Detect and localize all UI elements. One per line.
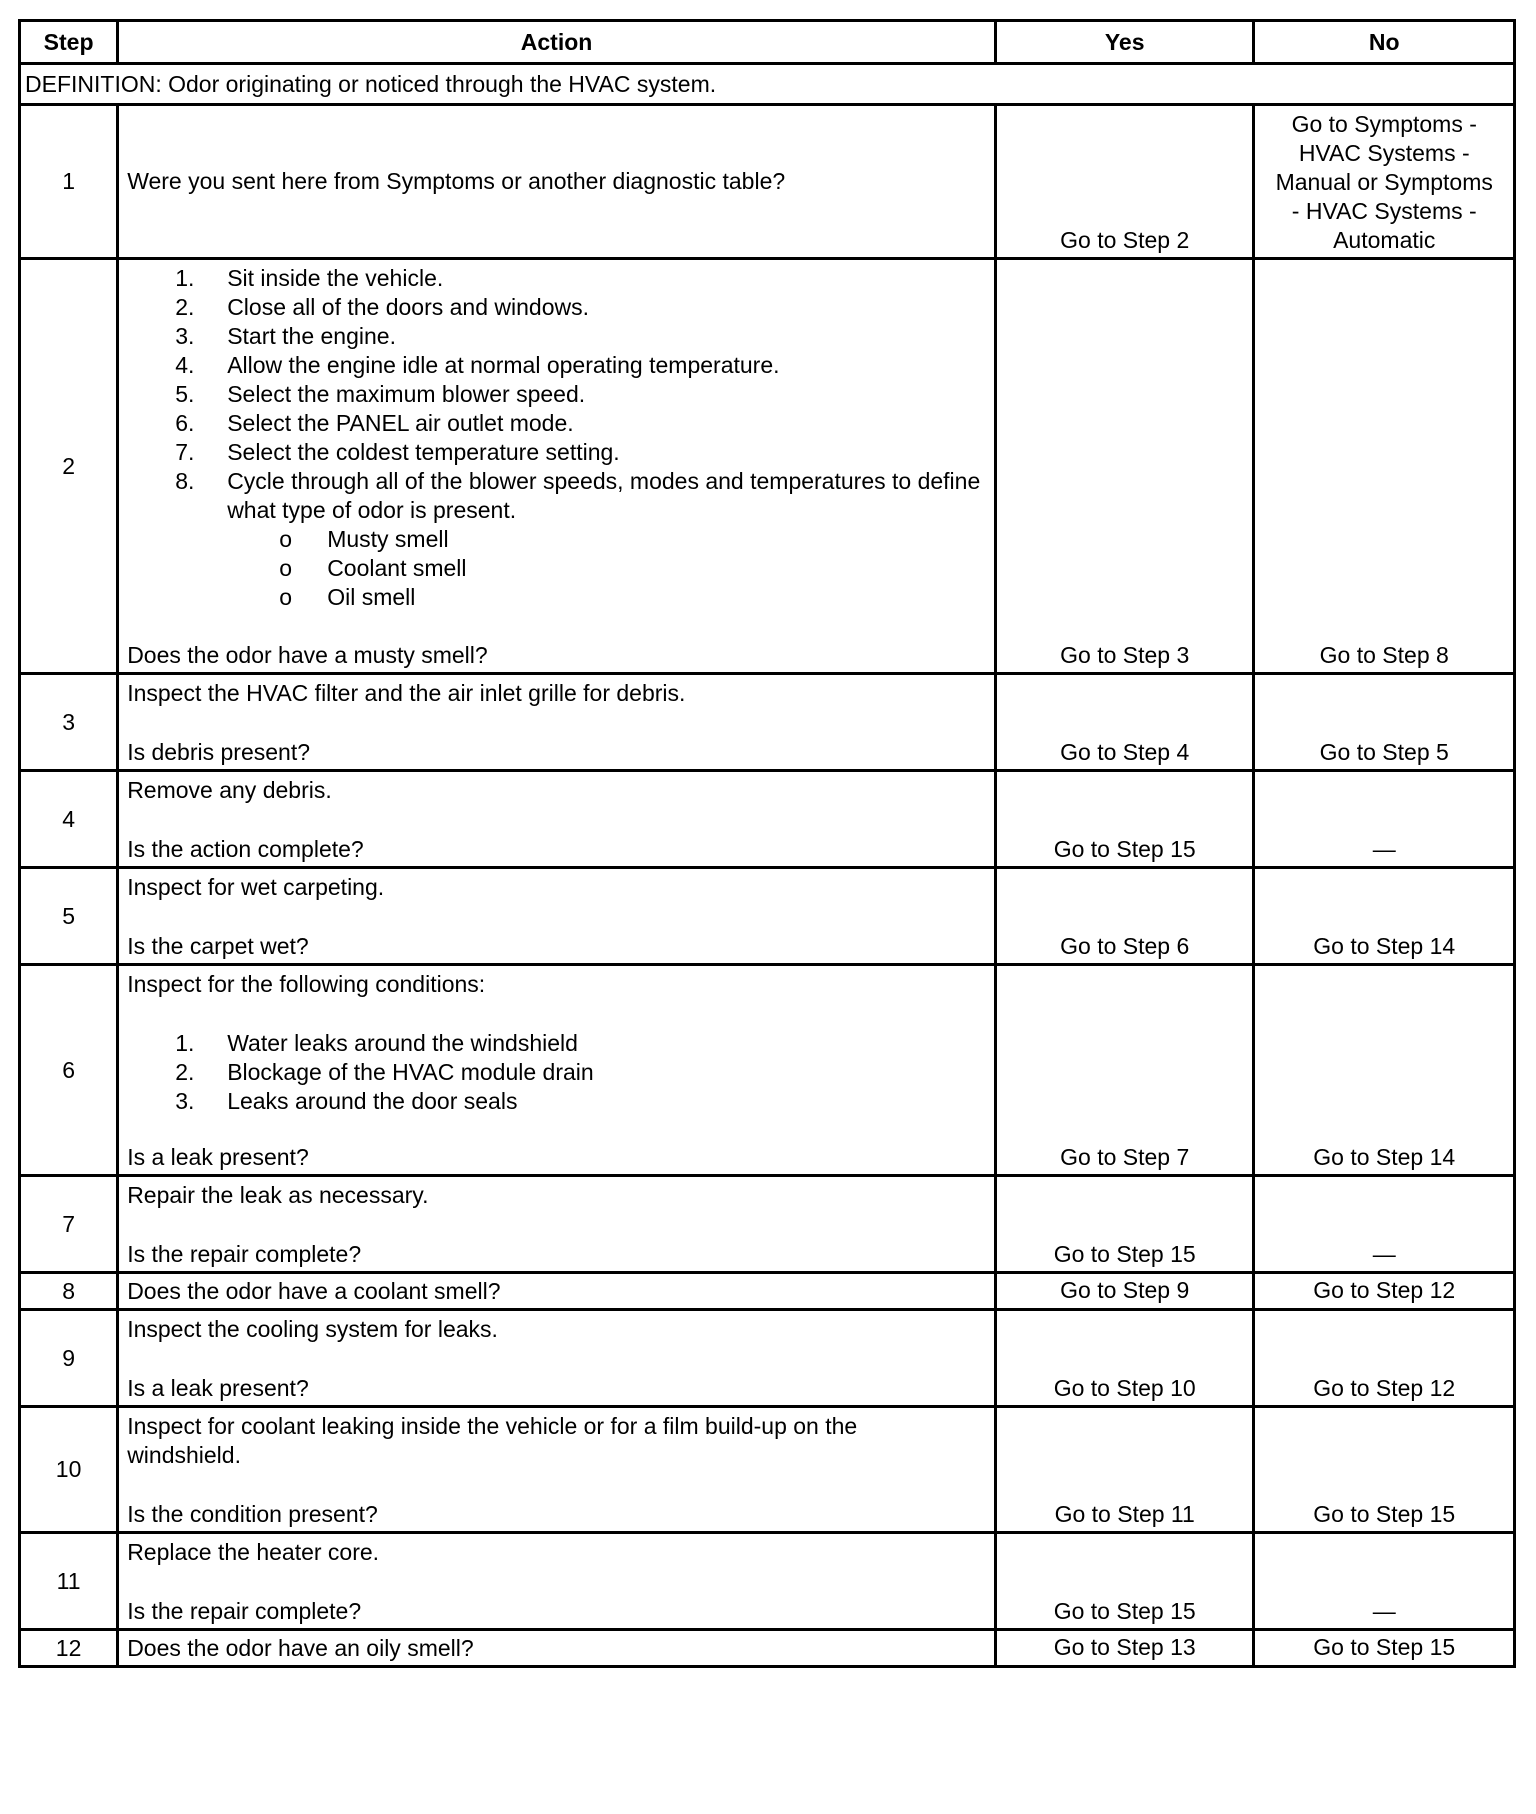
yes-cell: Go to Step 7 bbox=[995, 965, 1254, 1176]
list-item: 3. Start the engine. bbox=[175, 323, 396, 349]
condition-list bbox=[127, 1025, 986, 1116]
list-item: 7. Select the coldest temperature setting. bbox=[175, 439, 620, 465]
table-row bbox=[20, 1310, 1515, 1407]
action-question: Is the repair complete? bbox=[127, 1598, 362, 1624]
table-row bbox=[20, 1176, 1515, 1273]
action-text: Inspect the cooling system for leaks. bbox=[127, 1316, 498, 1342]
yes-cell: Go to Step 15 bbox=[995, 1176, 1254, 1273]
action-cell bbox=[118, 1533, 996, 1630]
list-item: 1. Sit inside the vehicle. bbox=[175, 265, 444, 291]
action-question: Does the odor have a coolant smell? bbox=[127, 1277, 501, 1304]
no-line: Manual or Symptoms bbox=[1275, 169, 1493, 195]
procedure-list bbox=[127, 260, 986, 525]
yes-cell: Go to Step 9 bbox=[995, 1273, 1254, 1310]
step-number: 10 bbox=[20, 1407, 118, 1533]
action-text: Inspect the HVAC filter and the air inlet grille for debris. bbox=[127, 680, 686, 706]
no-cell: Go to Step 12 bbox=[1254, 1273, 1515, 1310]
yes-cell: Go to Step 2 bbox=[995, 105, 1254, 259]
diagnostic-table bbox=[18, 19, 1516, 1668]
action-question: Does the odor have an oily smell? bbox=[127, 1634, 474, 1661]
table-row bbox=[20, 1630, 1515, 1667]
table-row bbox=[20, 259, 1515, 674]
no-cell: — bbox=[1254, 1176, 1515, 1273]
list-item: o Musty smell bbox=[279, 526, 449, 552]
action-cell bbox=[118, 1630, 996, 1667]
header-row bbox=[20, 21, 1515, 64]
header-step: Step bbox=[20, 21, 118, 64]
action-question: Is debris present? bbox=[127, 739, 311, 765]
action-question: Is the action complete? bbox=[127, 836, 364, 862]
action-question: Does the odor have a musty smell? bbox=[127, 642, 488, 668]
step-number: 7 bbox=[20, 1176, 118, 1273]
no-cell bbox=[1254, 105, 1515, 259]
action-question: Is the repair complete? bbox=[127, 1241, 362, 1267]
step-number: 12 bbox=[20, 1630, 118, 1667]
yes-cell: Go to Step 11 bbox=[995, 1407, 1254, 1533]
step-number: 8 bbox=[20, 1273, 118, 1310]
list-item: 2. Blockage of the HVAC module drain bbox=[175, 1059, 594, 1085]
step-number: 1 bbox=[20, 105, 118, 259]
table-row bbox=[20, 1407, 1515, 1533]
action-text: Remove any debris. bbox=[127, 777, 332, 803]
yes-cell: Go to Step 6 bbox=[995, 868, 1254, 965]
list-item: o Oil smell bbox=[279, 584, 416, 610]
action-cell bbox=[118, 105, 996, 259]
yes-cell: Go to Step 13 bbox=[995, 1630, 1254, 1667]
no-line: HVAC Systems - bbox=[1298, 140, 1470, 166]
action-question: Is the carpet wet? bbox=[127, 933, 309, 959]
no-cell: Go to Step 14 bbox=[1254, 868, 1515, 965]
action-cell bbox=[118, 259, 996, 674]
step-number: 2 bbox=[20, 259, 118, 674]
no-cell: Go to Step 5 bbox=[1254, 674, 1515, 771]
action-text: Replace the heater core. bbox=[127, 1539, 380, 1565]
table-row bbox=[20, 965, 1515, 1176]
list-item: 4. Allow the engine idle at normal operating temperature. bbox=[175, 352, 780, 378]
step-number: 4 bbox=[20, 771, 118, 868]
header-yes: Yes bbox=[995, 21, 1254, 64]
table-row bbox=[20, 771, 1515, 868]
yes-cell: Go to Step 4 bbox=[995, 674, 1254, 771]
definition-row bbox=[20, 64, 1515, 105]
list-item: 3. Leaks around the door seals bbox=[175, 1088, 518, 1114]
action-cell bbox=[118, 1273, 996, 1310]
no-cell: Go to Step 14 bbox=[1254, 965, 1515, 1176]
no-line: - HVAC Systems - bbox=[1291, 198, 1477, 224]
yes-cell: Go to Step 15 bbox=[995, 1533, 1254, 1630]
diagnostic-table-page bbox=[18, 19, 1516, 1668]
yes-cell: Go to Step 3 bbox=[995, 259, 1254, 674]
no-cell: Go to Step 15 bbox=[1254, 1407, 1515, 1533]
list-item: 1. Water leaks around the windshield bbox=[175, 1030, 578, 1056]
table-row bbox=[20, 1533, 1515, 1630]
no-line: Automatic bbox=[1333, 227, 1436, 253]
table-row bbox=[20, 674, 1515, 771]
list-item: o Coolant smell bbox=[279, 555, 467, 581]
action-text: Inspect for wet carpeting. bbox=[127, 874, 385, 900]
action-cell bbox=[118, 965, 996, 1176]
step-number: 9 bbox=[20, 1310, 118, 1407]
action-question: Is the condition present? bbox=[127, 1501, 378, 1527]
action-question: Were you sent here from Symptoms or another diagnostic table? bbox=[127, 168, 786, 194]
action-cell bbox=[118, 1310, 996, 1407]
action-question: Is a leak present? bbox=[127, 1144, 309, 1170]
list-item: 6. Select the PANEL air outlet mode. bbox=[175, 410, 574, 436]
list-item: 8. Cycle through all of the blower speeds, modes and temperatures to define what type of odor is present. bbox=[175, 468, 981, 523]
odor-type-list bbox=[127, 525, 986, 612]
action-cell bbox=[118, 1407, 996, 1533]
list-item: 2. Close all of the doors and windows. bbox=[175, 294, 589, 320]
step-number: 6 bbox=[20, 965, 118, 1176]
no-cell: — bbox=[1254, 1533, 1515, 1630]
table-row bbox=[20, 868, 1515, 965]
action-text: Inspect for the following conditions: bbox=[127, 971, 486, 997]
definition-text: DEFINITION: Odor originating or noticed through the HVAC system. bbox=[20, 64, 1515, 105]
table-row bbox=[20, 1273, 1515, 1310]
action-cell bbox=[118, 868, 996, 965]
no-line: Go to Symptoms - bbox=[1291, 111, 1477, 137]
list-item: 5. Select the maximum blower speed. bbox=[175, 381, 586, 407]
yes-cell: Go to Step 10 bbox=[995, 1310, 1254, 1407]
action-text: Repair the leak as necessary. bbox=[127, 1182, 429, 1208]
no-cell: Go to Step 8 bbox=[1254, 259, 1515, 674]
yes-cell: Go to Step 15 bbox=[995, 771, 1254, 868]
no-cell: Go to Step 15 bbox=[1254, 1630, 1515, 1667]
action-question: Is a leak present? bbox=[127, 1375, 309, 1401]
action-text: Inspect for coolant leaking inside the vehicle or for a film build-up on the windshield. bbox=[127, 1413, 858, 1468]
action-cell bbox=[118, 674, 996, 771]
step-number: 5 bbox=[20, 868, 118, 965]
step-number: 11 bbox=[20, 1533, 118, 1630]
step-number: 3 bbox=[20, 674, 118, 771]
table-row bbox=[20, 105, 1515, 259]
header-action: Action bbox=[118, 21, 996, 64]
no-cell: Go to Step 12 bbox=[1254, 1310, 1515, 1407]
action-cell bbox=[118, 771, 996, 868]
no-cell: — bbox=[1254, 771, 1515, 868]
header-no: No bbox=[1254, 21, 1515, 64]
action-cell bbox=[118, 1176, 996, 1273]
